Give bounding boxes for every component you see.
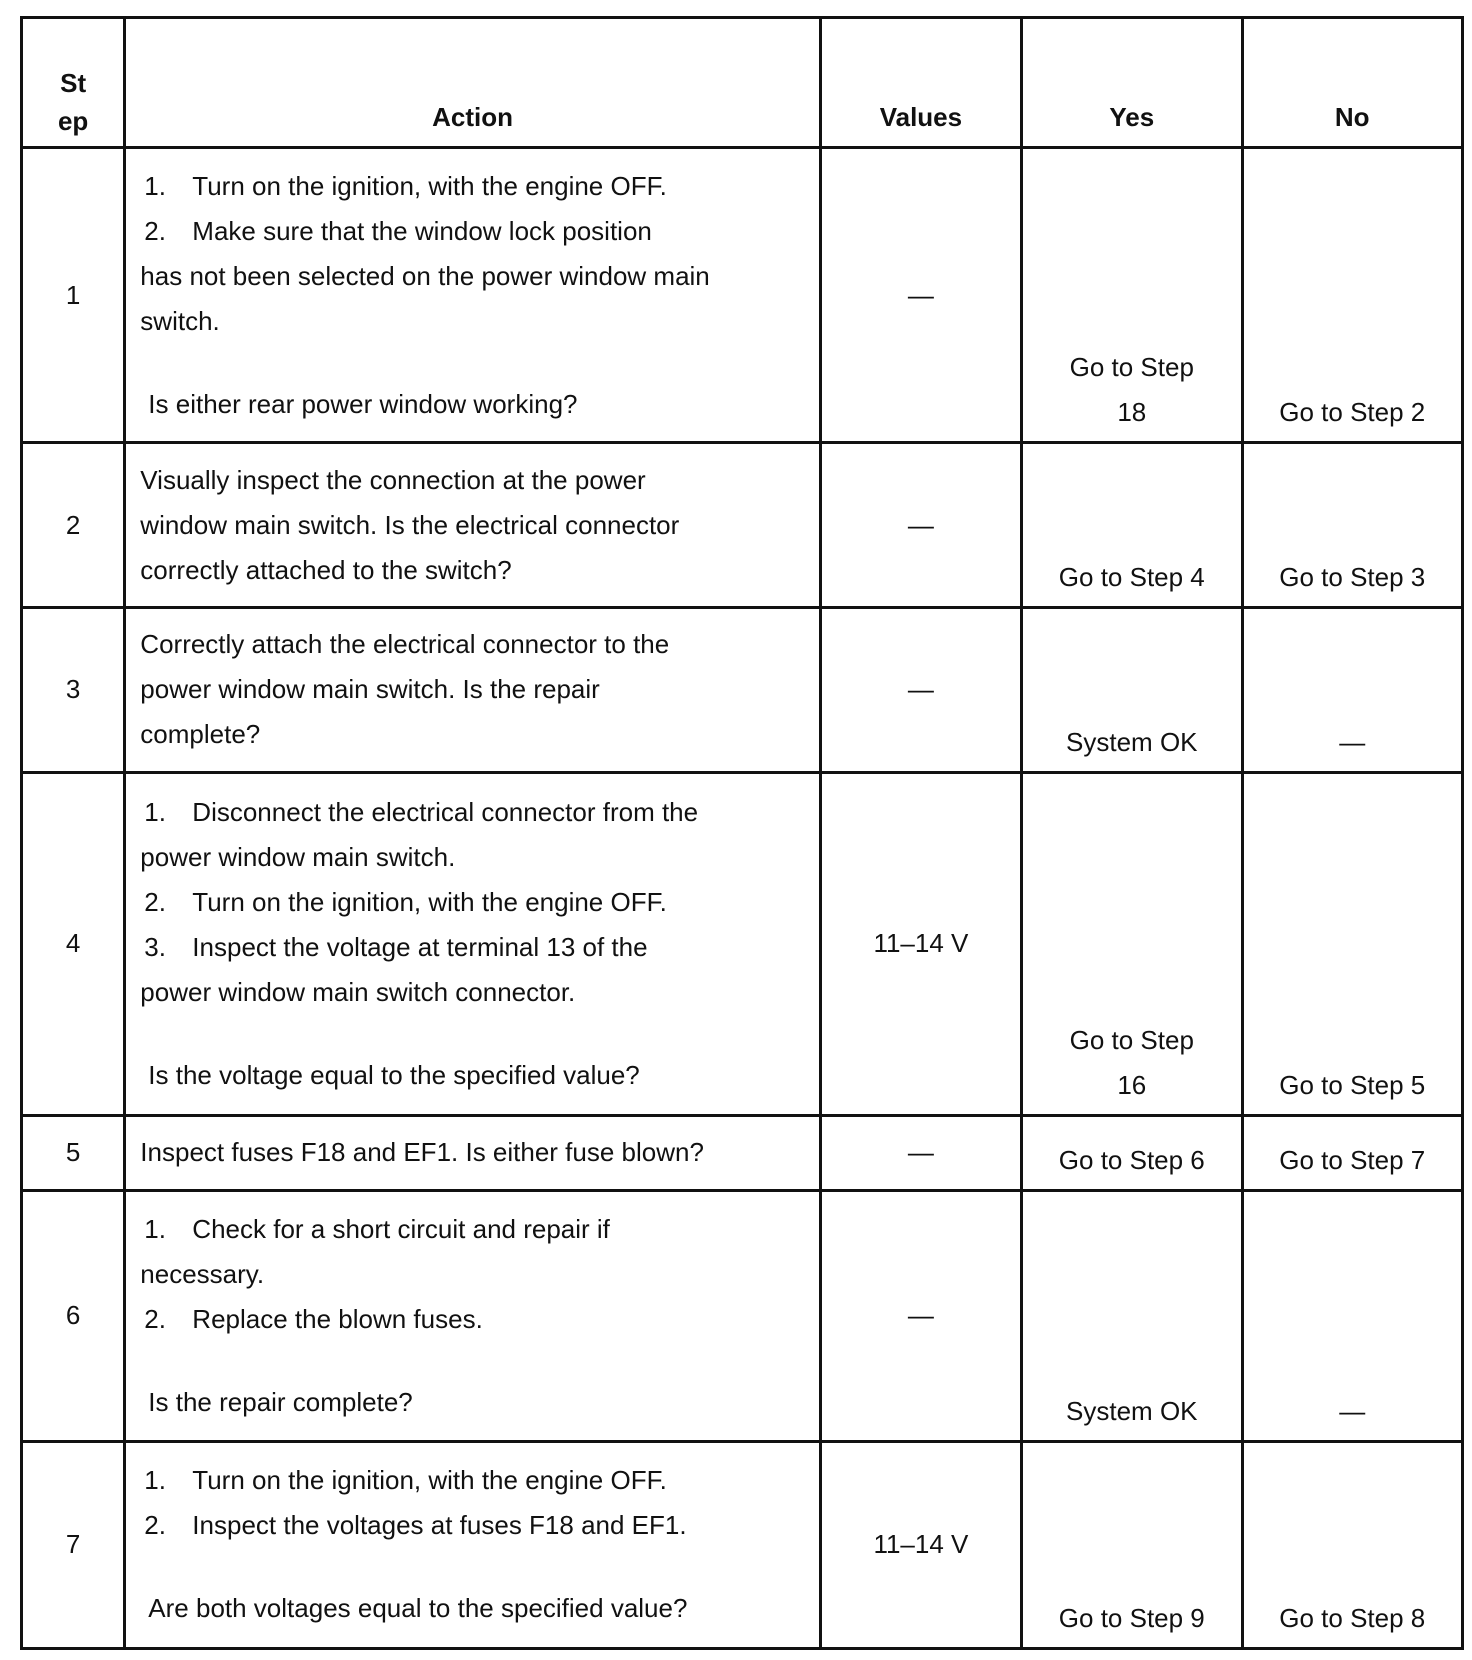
no-cell: — — [1242, 1191, 1463, 1442]
action-text: switch. — [140, 305, 220, 336]
no-cell: Go to Step 2 — [1242, 148, 1463, 443]
action-question: Is the voltage equal to the specified value? — [148, 1059, 640, 1090]
action-step-number: 1. — [144, 1213, 166, 1244]
action-step-number: 2. — [144, 1510, 166, 1541]
action-text: Turn on the ignition, with the engine OFF. — [192, 886, 667, 917]
action-text: Visually inspect the connection at the power — [140, 464, 646, 495]
action-line — [140, 503, 808, 548]
action-line — [140, 970, 808, 1015]
action-line — [140, 1297, 808, 1342]
no-cell: Go to Step 5 — [1242, 772, 1463, 1115]
table-row — [22, 443, 1463, 608]
action-text: Inspect the voltages at fuses F18 and EF1. — [192, 1510, 687, 1541]
action-cell — [125, 772, 820, 1115]
action-line — [140, 548, 808, 593]
action-text: Make sure that the window lock position — [192, 215, 652, 246]
action-line — [140, 622, 808, 667]
no-cell: Go to Step 8 — [1242, 1441, 1463, 1648]
action-step-number: 2. — [144, 886, 166, 917]
values-cell: 11–14 V — [820, 772, 1021, 1115]
table-row — [22, 772, 1463, 1115]
yes-cell: Go to Step 9 — [1022, 1441, 1242, 1648]
action-step-number: 1. — [144, 170, 166, 201]
action-line — [140, 790, 808, 835]
action-text: power window main switch. — [140, 841, 456, 872]
values-cell: 11–14 V — [820, 1441, 1021, 1648]
table-row — [22, 1441, 1463, 1648]
action-cell — [125, 1441, 820, 1648]
action-cell — [125, 148, 820, 443]
action-question: Is the repair complete? — [148, 1386, 413, 1417]
step-number: 7 — [22, 1441, 125, 1648]
action-line — [140, 1458, 808, 1503]
action-line — [140, 1130, 808, 1175]
action-line — [140, 835, 808, 880]
action-text: Disconnect the electrical connector from the — [192, 796, 699, 827]
action-text: Inspect fuses F18 and EF1. Is either fuse blown? — [140, 1137, 704, 1168]
header-step: St ep — [22, 18, 125, 148]
values-cell: — — [820, 443, 1021, 608]
yes-cell: Go to Step 4 — [1022, 443, 1242, 608]
step-number: 2 — [22, 443, 125, 608]
table-row — [22, 148, 1463, 443]
action-text: Inspect the voltage at terminal 13 of the — [192, 931, 648, 962]
action-cell — [125, 607, 820, 772]
action-text: correctly attached to the switch? — [140, 554, 512, 585]
action-text: power window main switch connector. — [140, 976, 576, 1007]
header-row — [22, 18, 1463, 148]
action-line — [140, 1207, 808, 1252]
action-line — [140, 254, 808, 299]
action-step-number: 1. — [144, 796, 166, 827]
action-line — [140, 667, 808, 712]
yes-cell: Go to Step 16 — [1022, 772, 1242, 1115]
action-step-number: 1. — [144, 1465, 166, 1496]
action-text: necessary. — [140, 1258, 265, 1289]
action-line — [140, 458, 808, 503]
table-row — [22, 1191, 1463, 1442]
step-number: 5 — [22, 1115, 125, 1190]
action-step-number: 2. — [144, 1303, 166, 1334]
action-question: Are both voltages equal to the specified value? — [148, 1593, 688, 1624]
action-text: window main switch. Is the electrical connector — [140, 509, 680, 540]
no-cell: — — [1242, 607, 1463, 772]
yes-cell: System OK — [1022, 607, 1242, 772]
action-text: Correctly attach the electrical connector to the — [140, 629, 670, 660]
step-number: 3 — [22, 607, 125, 772]
step-number: 4 — [22, 772, 125, 1115]
action-step-number: 2. — [144, 215, 166, 246]
action-line — [140, 880, 808, 925]
action-text: Check for a short circuit and repair if — [192, 1213, 610, 1244]
step-number: 6 — [22, 1191, 125, 1442]
values-cell: — — [820, 1115, 1021, 1190]
action-line — [140, 712, 808, 757]
action-line — [140, 209, 808, 254]
values-cell: — — [820, 1191, 1021, 1442]
header-yes: Yes — [1022, 18, 1242, 148]
action-text: Replace the blown fuses. — [192, 1303, 483, 1334]
no-cell: Go to Step 7 — [1242, 1115, 1463, 1190]
action-text: Turn on the ignition, with the engine OFF. — [192, 1465, 667, 1496]
values-cell: — — [820, 148, 1021, 443]
action-text: complete? — [140, 719, 261, 750]
action-cell — [125, 1191, 820, 1442]
action-step-number: 3. — [144, 931, 166, 962]
diagnostic-table — [20, 16, 1464, 1650]
action-line — [140, 1503, 808, 1548]
yes-cell: Go to Step 18 — [1022, 148, 1242, 443]
header-values: Values — [820, 18, 1021, 148]
table-body — [22, 148, 1463, 1649]
action-text: Turn on the ignition, with the engine OFF. — [192, 170, 667, 201]
no-cell: Go to Step 3 — [1242, 443, 1463, 608]
values-cell: — — [820, 607, 1021, 772]
table-row — [22, 1115, 1463, 1190]
step-number: 1 — [22, 148, 125, 443]
action-line — [140, 1252, 808, 1297]
yes-cell: System OK — [1022, 1191, 1242, 1442]
table-row — [22, 607, 1463, 772]
action-line — [140, 925, 808, 970]
header-action: Action — [125, 18, 820, 148]
action-cell — [125, 443, 820, 608]
action-text: has not been selected on the power window main — [140, 260, 710, 291]
yes-cell: Go to Step 6 — [1022, 1115, 1242, 1190]
action-text: power window main switch. Is the repair — [140, 674, 600, 705]
action-cell — [125, 1115, 820, 1190]
action-question: Is either rear power window working? — [148, 388, 578, 419]
action-line — [140, 299, 808, 344]
action-line — [140, 164, 808, 209]
header-no: No — [1242, 18, 1463, 148]
